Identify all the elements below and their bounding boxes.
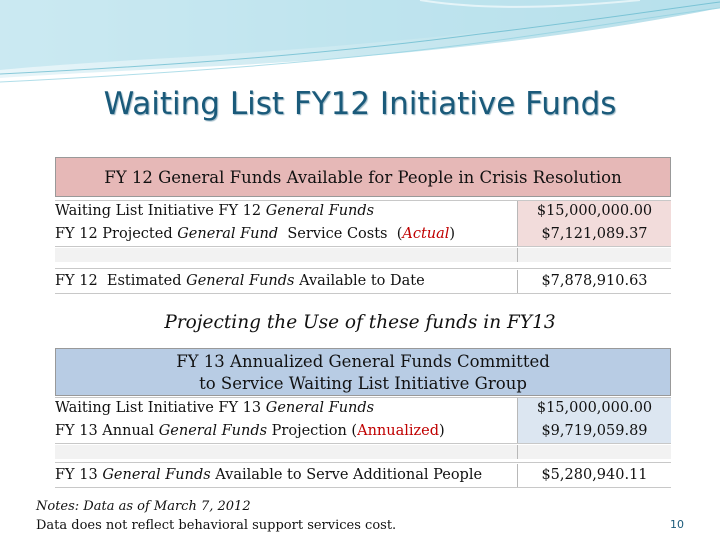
table1-row-available [55,270,671,293]
projecting-heading: Projecting the Use of these funds in FY13 [164,312,556,333]
table1-row3-value: $7,878,910.63 [517,270,671,293]
table2-row1-value: $15,000,000.00 [517,397,671,420]
notes-line2: Data does not reflect behavioral support services cost. [36,518,397,533]
notes-line1: Notes: Data as of March 7, 2012 [36,499,251,514]
table2-row1-label: Waiting List Initiative FY 13 General Funds [55,400,375,416]
table2-row2-label: FY 13 Annual General Funds Projection (Annualized) [55,423,445,439]
table1-row2-label: FY 12 Projected General Fund Service Costs (Actual) [55,226,456,242]
table1-row-general-funds [55,200,671,223]
table1-header: FY 12 General Funds Available for People in Crisis Resolution [55,157,671,197]
decorative-wave-banner [0,0,720,90]
table1-row1-value: $15,000,000.00 [517,200,671,223]
table2-header-line1: FY 13 Annualized General Funds Committed [176,352,550,371]
table1-spacer-row [55,248,671,262]
table2-row3-value: $5,280,940.11 [517,464,671,487]
table2-header-line2: to Service Waiting List Initiative Group [199,374,527,393]
table2-row-available [55,464,671,487]
divider [55,487,671,488]
table1-row1-label: Waiting List Initiative FY 12 General Funds [55,203,375,219]
table2-row2-value: $9,719,059.89 [517,420,671,443]
table2-row-annual-projection [55,420,671,443]
table2-row-general-funds [55,397,671,420]
table2-spacer-row [55,445,671,459]
table1-row-projected-costs [55,223,671,246]
slide-title: Waiting List FY12 Initiative Funds [103,86,617,122]
divider [55,246,671,247]
page-number: 10 [670,518,684,531]
divider [55,462,671,463]
table1-row3-label: FY 12 Estimated General Funds Available to Date [55,273,425,289]
divider [55,268,671,269]
divider [55,443,671,444]
divider [55,397,671,398]
divider [55,293,671,294]
divider [55,200,671,201]
notes [36,497,396,535]
table2-header [55,348,671,396]
table1-row2-value: $7,121,089.37 [517,223,671,246]
table2-row3-label: FY 13 General Funds Available to Serve Additional People [55,467,483,483]
